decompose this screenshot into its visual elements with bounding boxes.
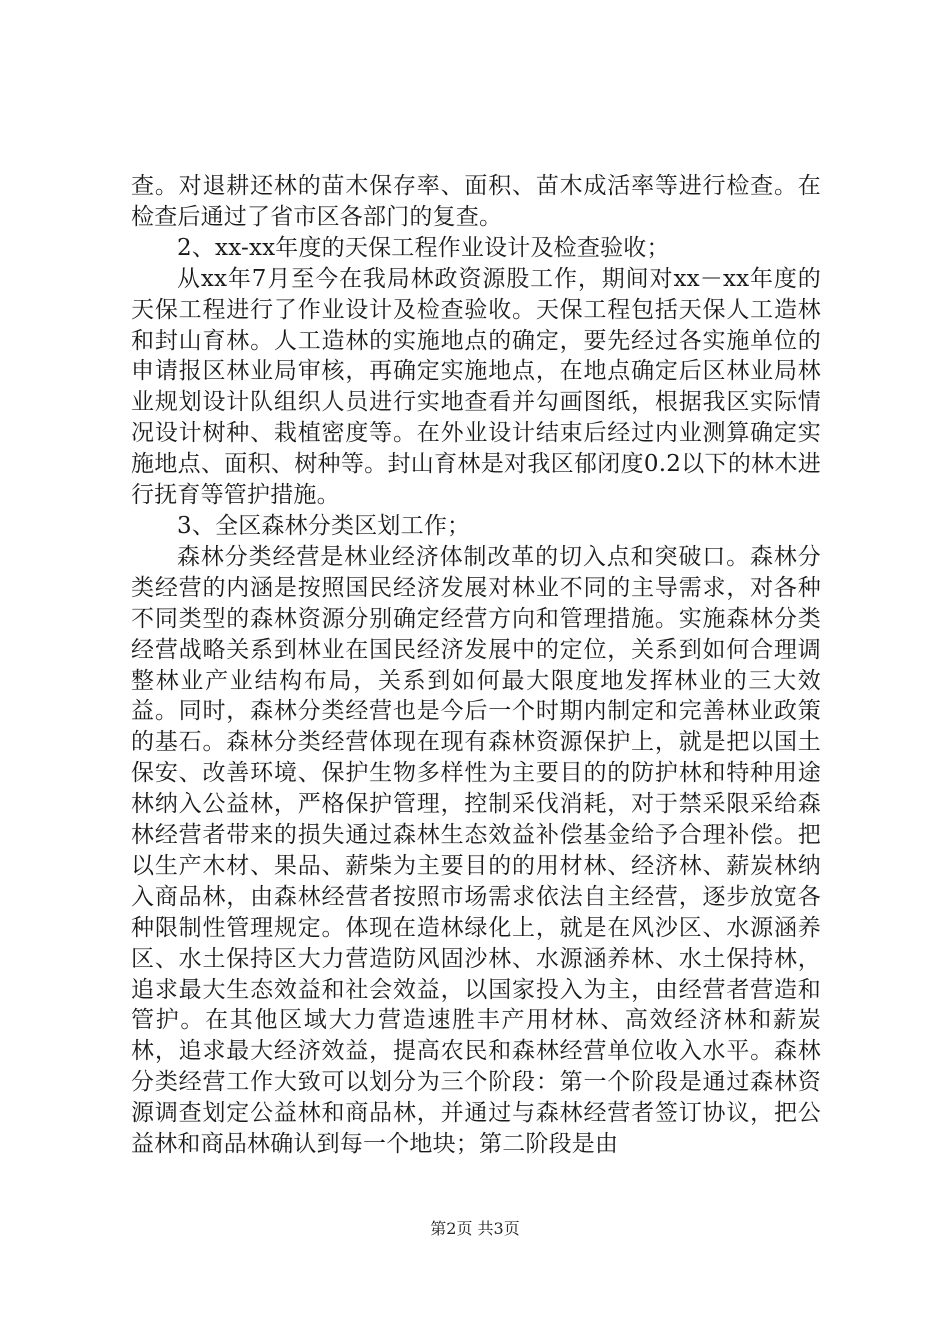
page-number-footer: 第2页 共3页 bbox=[430, 1219, 520, 1238]
document-body bbox=[131, 171, 821, 1160]
paragraph-tianbao-project: 从xx年7月至今在我局林政资源股工作，期间对xx－xx年度的天保工程进行了作业设计及检查验收。天保工程包括天保人工造林和封山育林。人工造林的实施地点的确定，要先经过各实施单位的申请报区林业局审核，再确定实施地点，在地点确定后区林业局林业规划设计队组织人员进行实地查看并勾画图纸，根据我区实际情况设计树种、栽植密度等。在外业设计结束后经过内业测算确定实施地点、面积、树种等。封山育林是对我区郁闭度0.2以下的林木进行抚育等管护措施。 bbox=[131, 265, 821, 509]
heading-item-2: 2、xx-xx年度的天保工程作业设计及检查验收； bbox=[177, 234, 670, 261]
paragraph-continuation: 查。对退耕还林的苗木保存率、面积、苗木成活率等进行检查。在检查后通过了省市区各部门的复查。 bbox=[131, 173, 821, 230]
heading-item-3: 3、全区森林分类区划工作； bbox=[177, 512, 471, 539]
paragraph-forest-classification: 森林分类经营是林业经济体制改革的切入点和突破口。森林分类经营的内涵是按照国民经济发展对林业不同的主导需求，对各种不同类型的森林资源分别确定经营方向和管理措施。实施森林分类经营战略关系到林业在国民经济发展中的定位，关系到如何合理调整林业产业结构布局，关系到如何最大限度地发挥林业的三大效益。同时，森林分类经营也是今后一个时期内制定和完善林业政策的基石。森林分类经营体现在现有森林资源保护上，就是把以国土保安、改善环境、保护生物多样性为主要目的的防护林和特种用途林纳入公益林，严格保护管理，控制采伐消耗，对于禁采限采给森林经营者带来的损失通过森林生态效益补偿基金给予合理补偿。把以生产木材、果品、薪柴为主要目的的用材林、经济林、薪炭林纳入商品林，由森林经营者按照市场需求依法自主经营，逐步放宽各种限制性管理规定。体现在造林绿化上，就是在风沙区、水源涵养区、水土保持区大力营造防风固沙林、水源涵养林、水土保持林，追求最大生态效益和社会效益，以国家投入为主，由经营者营造和管护。在其他区域大力营造速胜丰产用材林、高效经济林和薪炭林，追求最大经济效益，提高农民和森林经营单位收入水平。森林分类经营工作大致可以划分为三个阶段：第一个阶段是通过森林资源调查划定公益林和商品林，并通过与森林经营者签订协议，把公益林和商品林确认到每一个地块；第二阶段是由 bbox=[131, 543, 821, 1158]
